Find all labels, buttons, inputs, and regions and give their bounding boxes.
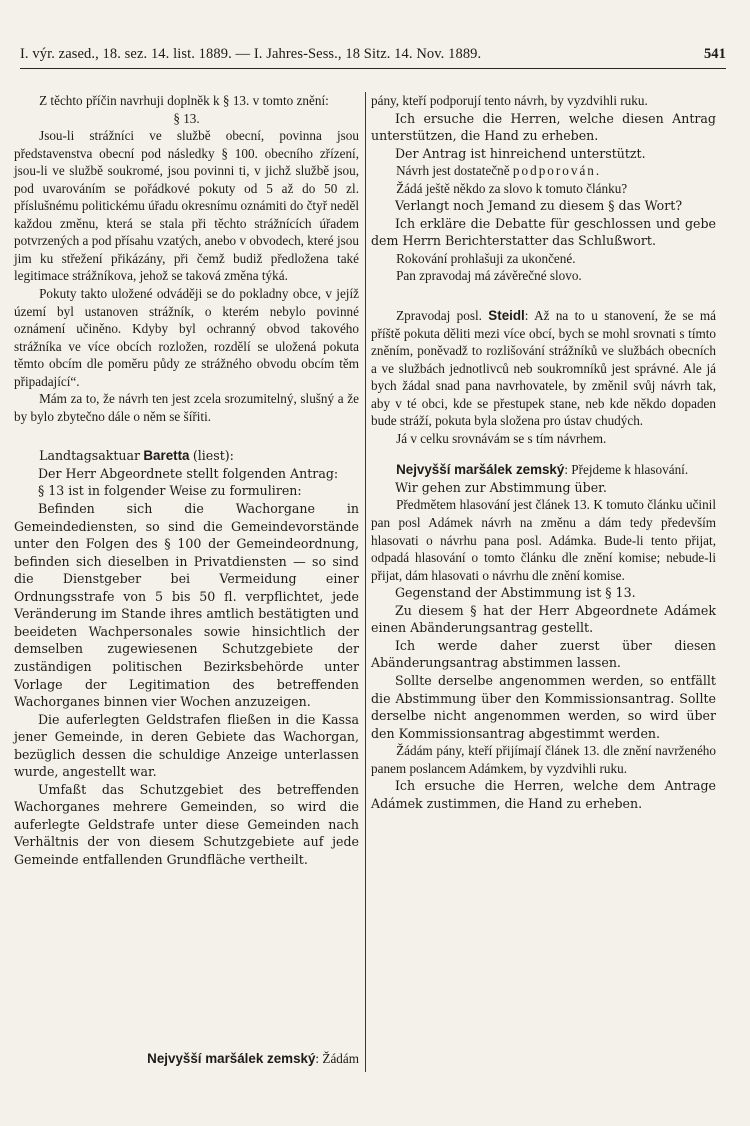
- stage-note: (liest):: [192, 448, 234, 464]
- paragraph: Wir gehen zur Abstimmung über.: [394, 479, 607, 495]
- paragraph: [371, 162, 716, 180]
- role-label: Zpravodaj posl.: [396, 308, 482, 324]
- paragraph: Ich ersuche die Herren, welche dem Antrage Adámek zustimmen, die Hand zu erheben.: [371, 778, 716, 811]
- bottom-speaker-line: [14, 1050, 726, 1068]
- speaker-name: Nejvyšší maršálek zemský: [396, 462, 565, 478]
- speech-text: : Přejdeme k hlasování.: [564, 462, 689, 478]
- paragraph: pány, kteří podporují tento návrh, by vyzdvihli ruku.: [371, 93, 648, 108]
- speaker-name: Baretta: [143, 448, 190, 464]
- text-run: Návrh jest dostatečně: [396, 163, 510, 179]
- paragraph: Gegenstand der Abstimmung ist § 13.: [394, 585, 636, 601]
- paragraph: Ich ersuche die Herren, welche diesen Antrag unterstützen, die Hand zu erheben.: [371, 110, 716, 144]
- paragraph: § 13 ist in folgender Weise zu formuliren:: [37, 483, 302, 499]
- paragraph: Befinden sich die Wachorgane in Gemeindediensten, so sind die Gemeindevorstände unter den Folgen des § 100 der Gemeindeordnung, befinden sich dieselben in Privatdiensten — so sind die Dienstgeber bei Vermeidung einer Ordnungsstrafe von 5 bis 50 fl. verpflichtet, jede Veränderung im Stande ihres amtlich bestätigten und beeideten Wachpersonales sowie hinsichtlich der demselben zugewiesenen Schutzgebiete der zuständigen politischen Bezirksbehörde unter Vorlage der Legitimation des betreffenden Wachorganes binnen vier Wochen anzuzeigen.: [14, 501, 359, 710]
- page-number: 541: [703, 46, 726, 62]
- header-session-info: I. výr. zased., 18. sez. 14. list. 1889. — I. Jahres-Sess., 18 Sitz. 14. Nov. 1889.: [20, 46, 482, 62]
- paragraph: Já v celku srovnávám se s tím návrhem.: [396, 430, 607, 446]
- paragraph: Zu diesem § hat der Herr Abgeordnete Adámek einen Abänderungsantrag gestellt.: [371, 602, 716, 636]
- paragraph: Z těchto příčin navrhuji doplněk k § 13. v tomto znění:: [39, 93, 329, 108]
- paragraph: Žádá ještě někdo za slovo k tomuto článku?: [396, 180, 628, 196]
- header-rule: [20, 68, 726, 69]
- paragraph: Die auferlegten Geldstrafen fließen in die Kassa jener Gemeinde, in deren Gebiete das Wachorgan, bezüglich dessen die schuldige Anzeige unterlassen wurde, angestellt war.: [14, 711, 359, 780]
- bottom-right-spacer: [371, 1050, 726, 1068]
- speaker-name: Nejvyšší maršálek zemský: [147, 1051, 316, 1066]
- spaced-word: podporován.: [512, 163, 602, 179]
- paragraph: Der Herr Abgeordnete stellt folgenden Antrag:: [37, 465, 339, 481]
- paragraph: Ich werde daher zuerst über diesen Abänderungsantrag abstimmen lassen.: [371, 637, 716, 671]
- paragraph: Jsou-li strážníci ve službě obecní, povinna jsou představenstva obecní pod následky § 100. obecního zřízení, jsou-li ve službě soukromé, jsou povinni ti, v jichž službě jsou, pod uvarováním se pořádkové pokuty od 5 až do 50 zl. příslušnému politickému úřadu okresnímu oznámiti do čtyř neděl každou změnu, která se stala při těchto strážnících úřadem potvrzených a pod přísahu vzatých, anebo v obvodech, které jsou jim ku střežení přikázány, při čemž budiž předložena také legitimace strážníkova, jehož se taková změna týká.: [14, 128, 359, 284]
- bottom-left: [14, 1050, 359, 1068]
- running-header: [20, 46, 726, 63]
- paragraph: Umfaßt das Schutzgebiet des betreffenden Wachorganes mehrere Gemeinden, so wird die auferlegte Geldstrafe unter diese Gemeinden nach Verhältnis der von diesem Schutzgebiete auf jede Gemeinde entfallenden Grundfläche vertheilt.: [14, 781, 359, 867]
- speaker-paragraph: [371, 307, 716, 430]
- paragraph: Der Antrag ist hinreichend unterstützt.: [394, 145, 646, 161]
- paragraph: Předmětem hlasování jest článek 13. K tomuto článku učinil pan posl Adámek návrh na změnu a dám tedy především hlasovati o návrhu pana posl. Adámka. Bude-li tento přijat, odpadá hlasování o tomto článku dle znění komise; nebude-li přijat, dám hlasovati o návrhu dle znění komise.: [371, 497, 716, 583]
- paragraph: Ich erkläre die Debatte für geschlossen und gebe dem Herrn Berichterstatter das Schlußwort.: [371, 215, 716, 249]
- role-label: Landtagsaktuar: [39, 448, 141, 464]
- column-rule: [365, 92, 366, 1072]
- paragraph: Žádám pány, kteří přijímají článek 13. dle znění navrženého panem poslancem Adámkem, by vyzdvihli ruku.: [371, 743, 716, 776]
- paragraph: Sollte derselbe angenommen werden, so entfällt die Abstimmung über den Kommissionsantrag. Sollte derselbe nicht angenommen werden, so wird über den Kommissionsantrag abgestimmt werden.: [371, 672, 716, 741]
- speaker-line: [14, 447, 359, 465]
- paragraph: Verlangt noch Jemand zu diesem § das Wort?: [394, 198, 683, 214]
- paragraph: Pokuty takto uložené odváději se do pokladny obce, v jejíž území byl ustanoven strážník, o kterém nebylo povinné oznámení učiněno. Kdyby byl ochranný obvod takového strážníka ve více obcích rozložen, rozdělí se uložená pokuta těmto obcím dle poměru půdy ze strážného obvodu obcím těm připadající“.: [14, 286, 359, 389]
- section-heading: § 13.: [173, 110, 200, 126]
- speaker-name: Steidl: [488, 308, 525, 324]
- paragraph: Mám za to, že návrh ten jest zcela srozumitelný, slušný a že by bylo zbytečno dále o něm se šířiti.: [14, 391, 359, 424]
- right-column: [371, 92, 716, 812]
- left-column: [14, 92, 359, 869]
- speech-text: : Žádám: [315, 1051, 359, 1066]
- speaker-paragraph: [371, 461, 716, 479]
- paragraph: Pan zpravodaj má závěrečné slovo.: [396, 268, 582, 284]
- paragraph: Rokování prohlašuji za ukončené.: [396, 250, 576, 266]
- speech-text: : Až na to u stanovení, že se má příště pokuta děliti mezi více obcí, bych se mohl srovnati s tímto zněním, poněvadž to rozlišování strážníků ve službách obecních a ve službách jednotlivců neb soukromníků jest správné. Ale já bych žádal snad pana navrhovatele, by změnil svůj návrh tak, aby v té obci, kde se přestupek stane, neb kde někdo dopaden bude stráží, pokuta byla složena pro ústav chudých.: [371, 308, 716, 429]
